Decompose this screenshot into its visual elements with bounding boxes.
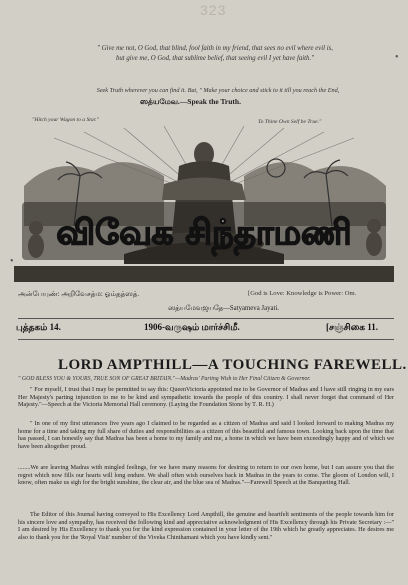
truth-quote: Seek Truth wherever you can find it. But, " Make your choice and stick to it till you reach the End,	[96, 87, 340, 94]
motto-english: [God is Love: Knowledge is Power: Om.	[248, 290, 357, 297]
wagon-quote: "Hitch your Wagon to a Star."	[32, 117, 99, 123]
pencil-page-number: 323	[200, 2, 227, 18]
article-epigraph: " GOD BLESS YOU & YOURS, TRUE SON OF GREAT BRITAIN."—Madras' Parting Wish to Her Final Citizen & Governor.	[18, 376, 311, 382]
motto-tamil: அன்பேயுண்: அறிவேசத்ம: ஓம்தத்ஸத்.	[18, 290, 140, 298]
margin-dot: •	[395, 52, 399, 63]
masthead-illustration	[14, 126, 394, 282]
issue-info	[16, 322, 396, 338]
volume-number: புத்தகம் 14.	[16, 322, 61, 332]
paragraph-2: " In one of my first utterances five years ago I claimed to be regarded as a citizen of Madras and said I looked forward to making Madras my home for a time and taking my full share of duties and responsibilities as a citizen of this beautiful and famous town. Looking back upon the time that has passed, I can honestly say that Madras has been a home to my family and me, a home in which we have been exceedingly happy and of which we have been altogether proud.	[18, 420, 394, 451]
masthead-title: விவேக சிந்தாமணி	[56, 213, 352, 253]
margin-dot: •	[10, 256, 14, 267]
ground	[14, 266, 394, 282]
issue-number: [சஞ்சிகை 11.	[326, 322, 378, 332]
divider-bottom	[18, 339, 394, 340]
paragraph-4: The Editor of this Journal having conveyed to His Excellency Lord Ampthill, the genuine and heartfelt sentiments of the people towards him for his sincere love and sympathy, has received the following kind and appreciative acknowledgment of His Excellency through his Private Secretary :—" I am desired by His Excellency to thank you for the kind expression contained in your letter of the 19th which he greatly appreciates. He desires me also to thank you for the 'Royal Visit' number of the Viveka Chinthamani which you have kindly sent."	[18, 511, 394, 542]
cherub-left	[28, 221, 44, 258]
article-headline: LORD AMPTHILL—A TOUCHING FAREWELL.	[58, 357, 407, 373]
satyameva-motto: ஸத்யமேவஜயதே—Satyameva Jayati.	[168, 305, 279, 312]
prayer-quote	[50, 44, 380, 64]
speak-truth-line: ஸத்யமேவ.—Speak the Truth.	[140, 97, 241, 106]
prayer-line-2: but give me, O God, that sublime belief, that seeing evil I yet have faith."	[115, 55, 315, 62]
cherub-right	[366, 219, 382, 256]
motto-row	[18, 290, 398, 320]
self-true-quote: To Thine Own Self be True."	[258, 119, 322, 125]
issue-date: 1906-வருஷம் மார்ச்சிமீ.	[144, 322, 240, 332]
paragraph-3: ........We are leaving Madras with mingled feelings, for we have many reasons for desiring to return to our own home, but I can assure you that the regret which now fills our hearts will long endure. We shall often wish ourselves back in Madras in the years to come. The gloom of London will, I know, often make us sigh for the bright sunshine, the clear air, and the blue sea of Madras."—Farewell Speech at the Banqueting Hall.	[18, 464, 394, 487]
divider-top	[18, 318, 394, 319]
prayer-line-1: " Give me not, O God, that blind, fool faith in my friend, that sees no evil where evil is,	[97, 45, 333, 52]
paragraph-1: " For myself, I trust that I may be permitted to say this: QueenVictoria appointed me to be Governor of Madras and I have still ringing in my ears Her Majesty's parting injunction to me to be kind and sympathetic towards the people of this country. I shall never forget that command of Her Majesty."—Speech at the Victoria Memorial Hall ceremony. (Laying the Foundation Stone by T. R. H.)	[18, 386, 394, 409]
